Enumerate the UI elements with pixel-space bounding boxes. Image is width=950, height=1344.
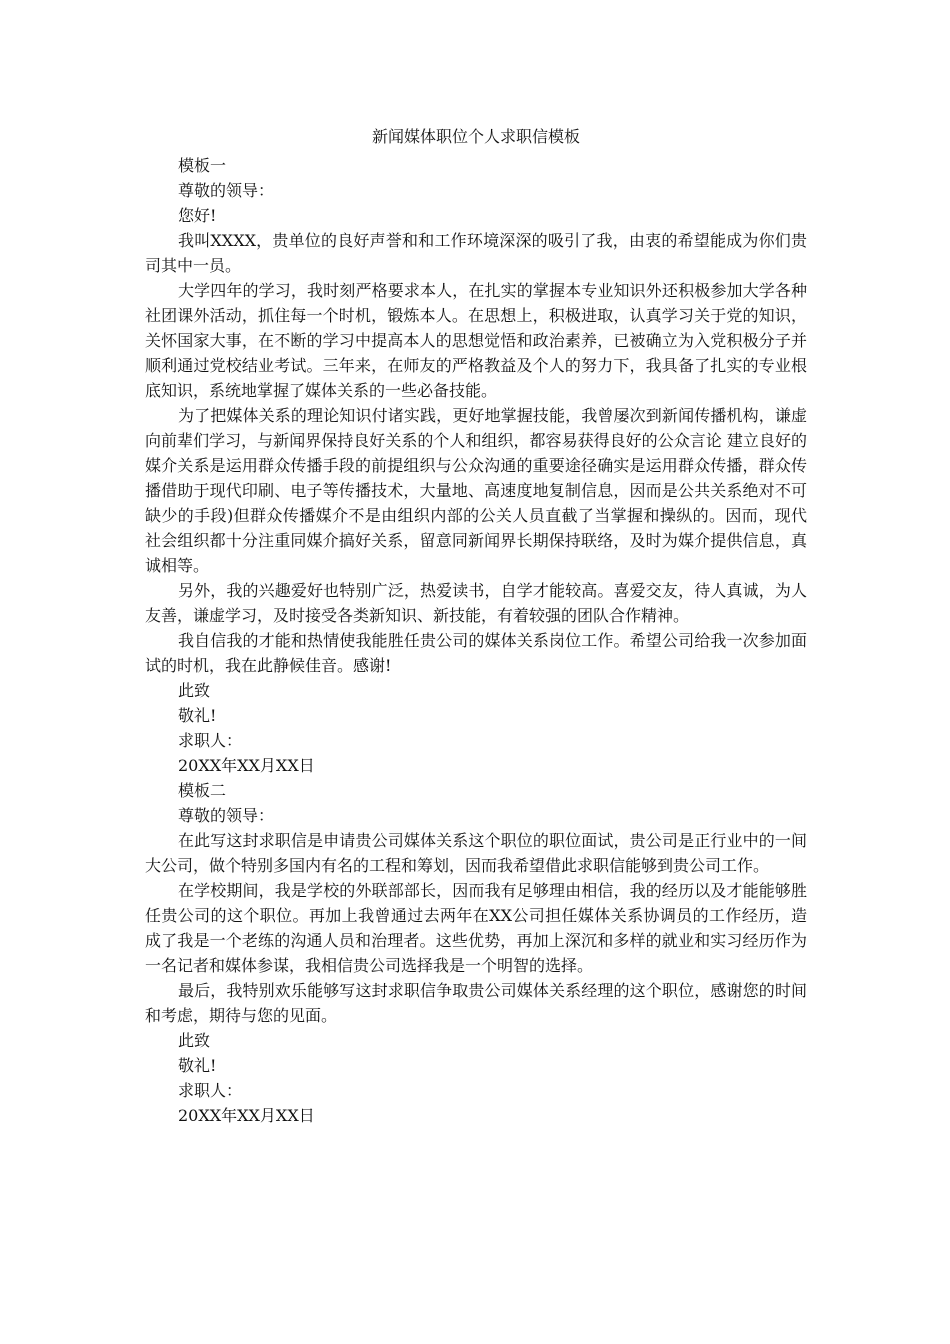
template2-closing-2: 敬礼! bbox=[178, 1056, 217, 1075]
template1-closing-1: 此致 bbox=[178, 681, 211, 700]
template1-greeting: 您好! bbox=[178, 206, 217, 225]
template1-paragraph-2: 大学四年的学习，我时刻严格要求本人，在扎实的掌握本专业知识外还积极参加大学各种社团课外活动，抓住每一个时机，锻炼本人。在思想上，积极进取，认真学习关于党的知识，关怀国家大事，在不断的学习中提高本人的思想觉悟和政治素养，已被确立为入党积极分子并顺利通过党校结业考试。三年来，在师友的严格教益及个人的努力下，我具备了扎实的专业根底知识，系统地掌握了媒体关系的一些必备技能。 bbox=[145, 281, 807, 400]
template1-paragraph-5: 我自信我的才能和热情使我能胜任贵公司的媒体关系岗位工作。希望公司给我一次参加面试的时机，我在此静候佳音。感谢! bbox=[145, 631, 807, 675]
template2-heading: 模板二 bbox=[178, 781, 227, 800]
template2-paragraph-3: 最后，我特别欢乐能够写这封求职信争取贵公司媒体关系经理的这个职位，感谢您的时间和考虑，期待与您的见面。 bbox=[145, 981, 807, 1025]
document-title: 新闻媒体职位个人求职信模板 bbox=[371, 127, 580, 146]
template2-paragraph-1: 在此写这封求职信是申请贵公司媒体关系这个职位的职位面试，贵公司是正行业中的一间大公司，做个特别多国内有名的工程和筹划，因而我希望借此求职信能够到贵公司工作。 bbox=[145, 831, 807, 875]
template2-signer: 求职人： bbox=[178, 1081, 243, 1100]
template2-salutation: 尊敬的领导： bbox=[178, 806, 275, 825]
template1-paragraph-1: 我叫XXXX，贵单位的良好声誉和和工作环境深深的吸引了我，由衷的希望能成为你们贵司其中一员。 bbox=[145, 231, 807, 275]
template1-signer: 求职人： bbox=[178, 731, 243, 750]
template1-date: 20XX年XX月XX日 bbox=[178, 756, 315, 775]
template1-heading: 模板一 bbox=[178, 156, 227, 175]
template2-date: 20XX年XX月XX日 bbox=[178, 1106, 315, 1125]
template1-paragraph-3: 为了把媒体关系的理论知识付诸实践，更好地掌握技能，我曾屡次到新闻传播机构，谦虚向前辈们学习，与新闻界保持良好关系的个人和组织，都容易获得良好的公众言论 建立良好的媒介关系是运用群众传播手段的前提组织与公众沟通的重要途径确实是运用群众传播，群众传播借助于现代印刷、电子等传播技术，大量地、高速度地复制信息，因而是公共关系绝对不可缺少的手段)但群众传播媒介不是由组织内部的公关人员直截了当掌握和操纵的。因而，现代社会组织都十分注重同媒介搞好关系，留意同新闻界长期保持联络，及时为媒介提供信息，真诚相等。 bbox=[145, 406, 807, 575]
template2-paragraph-2: 在学校期间，我是学校的外联部部长，因而我有足够理由相信，我的经历以及才能能够胜任贵公司的这个职位。再加上我曾通过去两年在XX公司担任媒体关系协调员的工作经历，造成了我是一个老练的沟通人员和治理者。这些优势，再加上深沉和多样的就业和实习经历作为一名记者和媒体参谋，我相信贵公司选择我是一个明智的选择。 bbox=[145, 881, 807, 975]
template2-closing-1: 此致 bbox=[178, 1031, 211, 1050]
document-body bbox=[145, 120, 807, 1128]
template1-closing-2: 敬礼! bbox=[178, 706, 217, 725]
template1-paragraph-4: 另外，我的兴趣爱好也特别广泛，热爱读书，自学才能较高。喜爱交友，待人真诚，为人友善，谦虚学习，及时接受各类新知识、新技能，有着较强的团队合作精神。 bbox=[145, 581, 807, 625]
template1-salutation: 尊敬的领导： bbox=[178, 181, 275, 200]
